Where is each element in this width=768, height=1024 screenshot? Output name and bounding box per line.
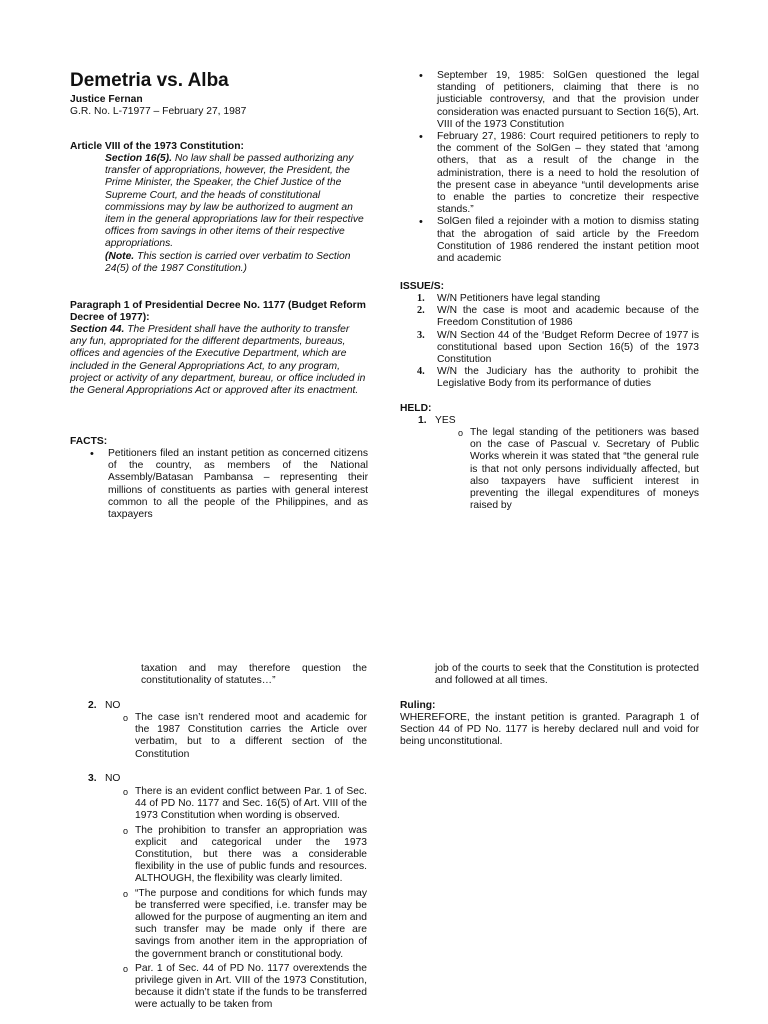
justice-name: Justice Fernan	[70, 94, 143, 105]
held-heading: HELD:	[400, 403, 432, 414]
fact-item: • Petitioners filed an instant petition as concerned citizens of the country, as members of the National Assembly/Batasan Pambansa – representing their millions of constituents as parties with general interest common to all the people of the Philippines, and as taxpayers	[88, 448, 368, 521]
held-sub-list-1	[458, 427, 699, 514]
pd-section	[70, 324, 368, 397]
note-label: (Note.	[105, 250, 135, 262]
issue-item: 3. W/N Section 44 of the ‘Budget Reform Decree of 1977 is constitutional based upon Section 16(5) of the 1973 Constitution	[417, 329, 699, 366]
held-number-1: 1.	[418, 415, 427, 426]
held-sub-item: o Par. 1 of Sec. 44 of PD No. 1177 overextends the privilege given in Art. VIII of the 1973 Constitution, because it didn’t state if the funds to be transferred were actually to be taken from	[123, 963, 367, 1012]
held-answer-3: NO	[105, 773, 121, 784]
held-sub-item: o The case isn’t rendered moot and academic for the 1987 Constitution carries the Article over verbatim, but to a different section of the Constitution	[123, 712, 367, 761]
note-text: This section is carried over verbatim to Section 24(5) of the 1987 Constitution.)	[105, 250, 351, 274]
held-sub-list-2	[123, 712, 367, 763]
article-section-text: No law shall be passed authorizing any transfer of appropriations, however, the President, the Prime Minister, the Speaker, the Chief Justice of the Supreme Court, and the heads of constitutional commissions may by law be authorized to augment an item in the general appropriations law for their respective offices from savings in other items of their respective appropriations.	[105, 153, 364, 250]
ruling-text: WHEREFORE, the instant petition is granted. Paragraph 1 of Section 44 of PD No. 1177 is hereby declared null and void for being unconstitutional.	[400, 712, 699, 748]
gr-number: G.R. No. L-71977 – February 27, 1987	[70, 106, 247, 117]
held-number-2: 2.	[88, 700, 97, 711]
held-sub-item: o There is an evident conflict between Par. 1 of Sec. 44 of PD No. 1177 and Sec. 16(5) of Art. VIII of the 1973 Constitution when wording is observed.	[123, 786, 367, 823]
facts-list-right	[417, 70, 699, 265]
article-section-label: Section 16(5).	[105, 153, 172, 164]
held-answer-2: NO	[105, 700, 121, 711]
issue-item: 1. W/N Petitioners have legal standing	[417, 293, 601, 304]
held-sub-item: o The prohibition to transfer an appropriation was explicit and categorical under the 1973 Constitution, but there was a considerable flexibility in the use of public funds and resources. ALTHOUGH, the flexibility was clearly limited.	[123, 825, 367, 886]
held-answer-1: YES	[435, 415, 456, 426]
issue-item: 4. W/N the Judiciary has the authority to prohibit the Legislative Body from its performance of duties	[417, 366, 699, 390]
held-sub-item: o “The purpose and conditions for which funds may be transferred were specified, i.e. transfer may be allowed for the purpose of augmenting an item and such transfer may be made only if there are savings from another item in the appropriation of the government branch or constitutional body.	[123, 888, 367, 961]
facts-heading: FACTS:	[70, 436, 108, 447]
continuation-right: job of the courts to seek that the Constitution is protected and followed at all times.	[435, 663, 699, 687]
held-number-3: 3.	[88, 773, 97, 784]
issues-heading: ISSUE/S:	[400, 281, 445, 292]
held-sub-list-3	[123, 786, 367, 1014]
fact-item: • February 27, 1986: Court required petitioners to reply to the comment of the SolGen – they stated that ‘among others, that as a result of the change in the administration, there is a need to hold the resolution of the present case in abeyance “until developments arise to enable the parties to concretize their respective stands.”	[417, 131, 699, 216]
article-heading: Article VIII of the 1973 Constitution:	[70, 141, 244, 152]
case-title: Demetria vs. Alba	[70, 70, 229, 91]
facts-list-left	[88, 448, 368, 521]
issues-list	[417, 293, 699, 391]
pd-section-label: Section 44.	[70, 324, 125, 335]
held-sub-item: o The legal standing of the petitioners was based on the case of Pascual v. Secretary of Public Works wherein it was stated that “the general rule is that not only persons individually affected, but also taxpayers have sufficient interest in preventing the illegal expenditures of moneys raised by	[458, 427, 699, 512]
ruling-heading: Ruling:	[400, 700, 436, 711]
pd-heading: Paragraph 1 of Presidential Decree No. 1177 (Budget Reform Decree of 1977):	[70, 300, 366, 324]
fact-item: • September 19, 1985: SolGen questioned the legal standing of petitioners, claiming that there is no justiciable controversy, and that the provision under consideration was enacted pursuant to Section 16(5), Art. VIII of the 1973 Constitution	[417, 70, 699, 131]
fact-item: • SolGen filed a rejoinder with a motion to dismiss stating that the abrogation of said article by the Freedom Constitution of 1986 rendered the instant petition moot and academic	[417, 216, 699, 265]
issue-item: 2. W/N the case is moot and academic because of the Freedom Constitution of 1986	[417, 305, 699, 329]
continuation-left: taxation and may therefore question the constitutionality of statutes…”	[141, 663, 367, 687]
article-section	[105, 153, 367, 275]
pd-section-text: The President shall have the authority to transfer any fun, appropriated for the different departments, bureaus, offices and agencies of the Executive Department, which are included in the General Appropriations Act, to any program, project or activity of any department, bureau, or office included in the General Appropriations Act or approved after its enactment.	[70, 324, 366, 397]
